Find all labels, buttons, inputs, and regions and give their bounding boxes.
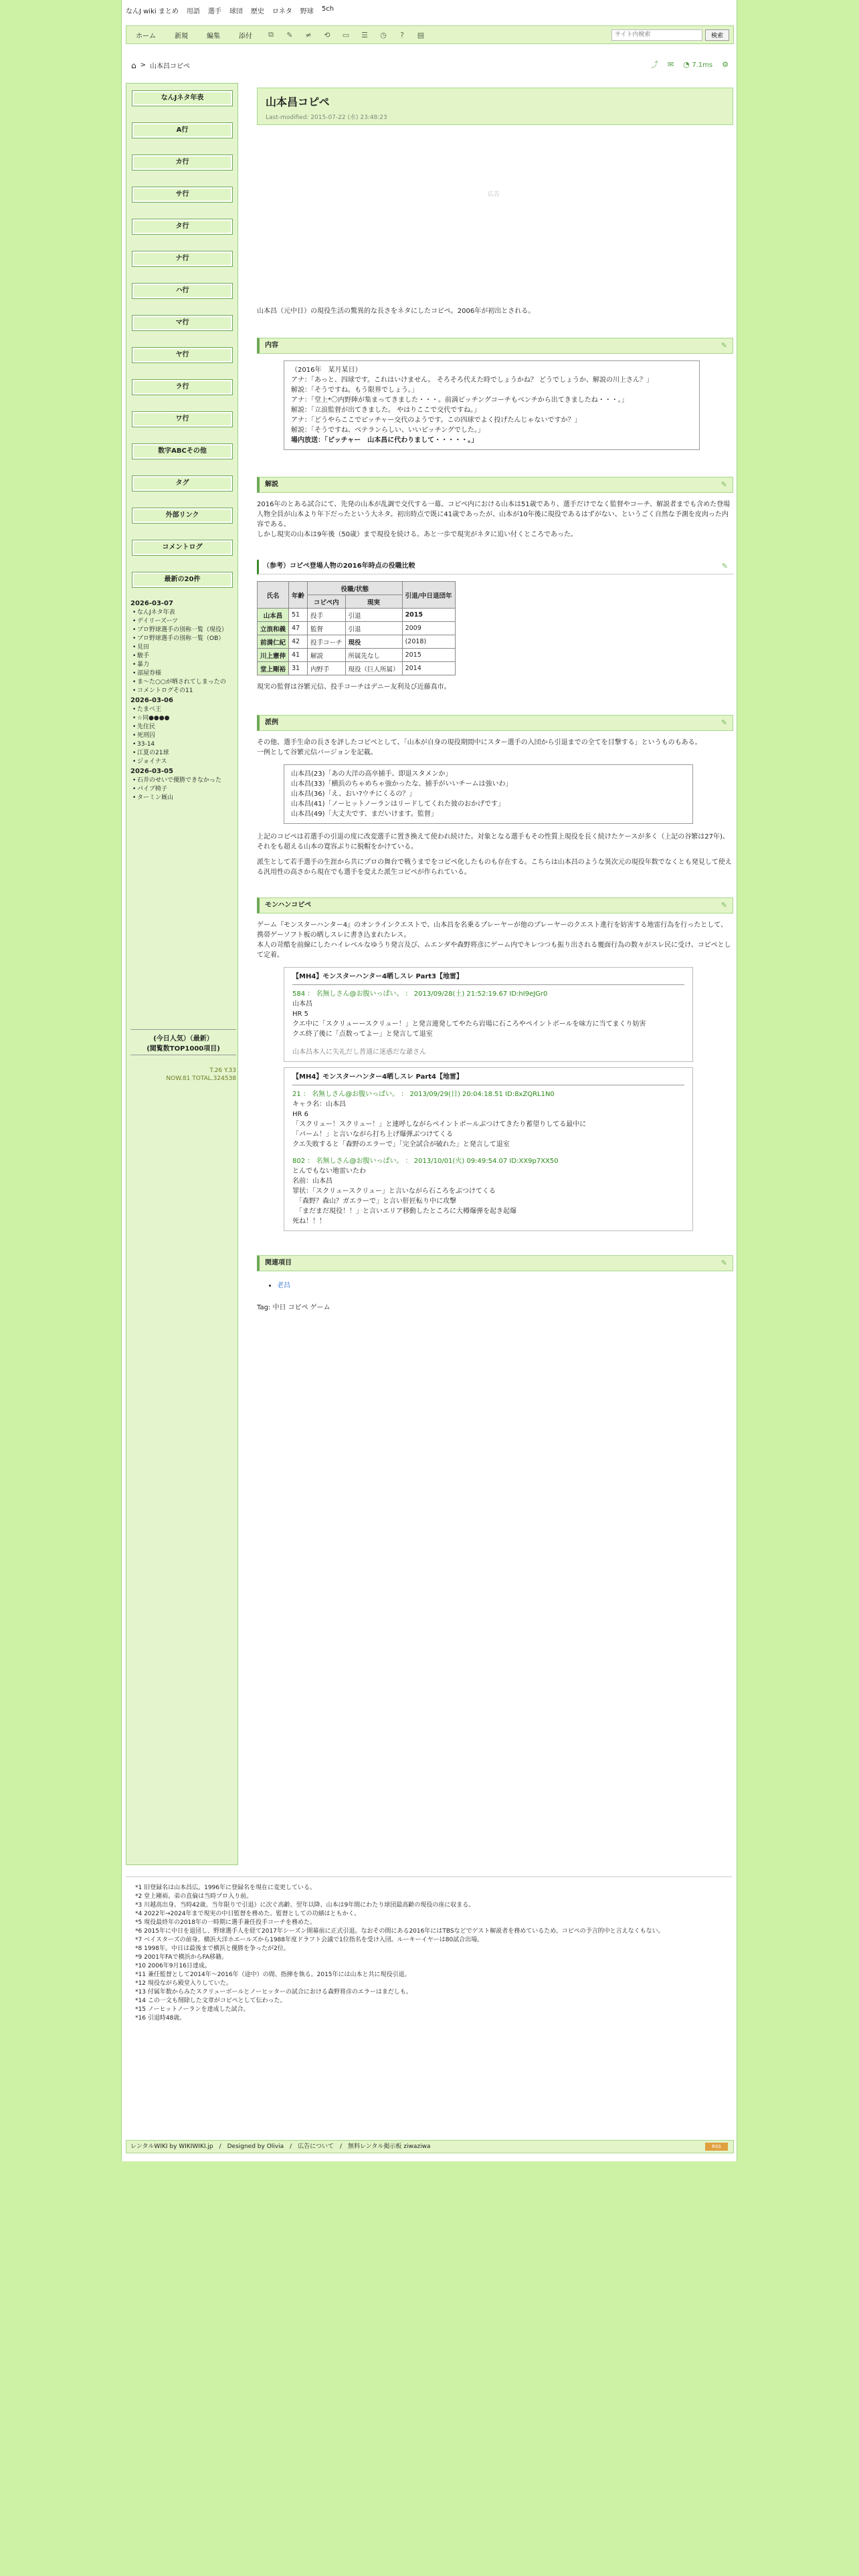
recent-item[interactable]: • ターミン厩山 <box>130 794 236 802</box>
table-row: 堂上剛裕 31 内野手 現役（巨人所属） 2014 <box>258 662 456 675</box>
top-link[interactable]: 球団 <box>229 8 243 15</box>
mh-quote-box <box>284 967 693 1062</box>
table-header: 引退/中日退団年 <box>402 582 455 609</box>
ad-label: 広告 <box>488 191 500 198</box>
top-link[interactable]: 歴史 <box>250 8 264 15</box>
recent-date: 2026-03-07 <box>130 600 173 607</box>
sidebar-button[interactable]: コメントログ <box>132 540 233 556</box>
menu-home[interactable]: ホーム <box>136 32 156 40</box>
sidebar-button[interactable]: ワ行 <box>132 411 233 427</box>
table-row: 前満仁紀 42 投手コーチ 現役 (2018) <box>258 635 456 649</box>
search-input[interactable] <box>611 29 702 41</box>
recent-item[interactable]: • 暴力 <box>130 661 236 669</box>
footnote: *13 付属年数からみたスクリューボールとノーヒッターの試合における森野将彦のエラーはまだしも。 <box>135 1989 412 1996</box>
top-link[interactable]: 選手 <box>207 8 221 15</box>
recent-list <box>130 599 236 802</box>
title-box <box>257 88 733 125</box>
quote-line: 山本昌(36)「え、おい?ウチにくるの？」 <box>291 790 416 798</box>
quote-line: 解説：「そうですね。もう限界でしょう。」 <box>291 387 418 394</box>
post-line: クエ終了後に「点数ってよー」と発言して退室 <box>292 1031 433 1038</box>
home-icon[interactable]: ⌂ <box>131 60 136 70</box>
page-title: 山本昌コピペ <box>266 96 330 108</box>
mh-paragraph: ゲーム『モンスターハンター4』のオンラインクエストで、山本昌を名乗るプレーヤーが他のプレーヤーのクエスト進行を妨害する地雷行為を行ったとして、携帯ゲーソフト板の晒しスレに書き込まれたレス。 <box>257 922 728 939</box>
table-row: 山本昌 51 投手 引退 2015 <box>258 609 456 622</box>
recent-item[interactable]: • 見田 <box>130 643 236 652</box>
intro-text: 山本昌（元中日）の現役生活の驚異的な長さをネタにしたコピペ。2006年が初出とされる。 <box>257 308 535 315</box>
mail-icon[interactable]: ✉ <box>667 60 674 69</box>
variant-quote-box <box>284 764 693 824</box>
sidebar-button[interactable]: ナ行 <box>132 251 233 267</box>
section-heading: 関連項目 ✎ <box>257 1255 733 1271</box>
sidebar <box>126 83 238 1865</box>
list-icon[interactable]: ☰ <box>361 30 368 39</box>
post-line: クエ中に「スクリューースクリュー！」と発言連発してやたら岩場に石ころやペイントボールを味方に当てまくり妨害 <box>292 1021 646 1028</box>
post-line: 死ね！！！ <box>292 1218 326 1225</box>
mh-paragraph: 本人の苛酷を前線にしたハイレベルなゆうり発言及び、ムエンダや森野将彦にゲーム内でキレつつも振り出される覆面行為の数々がスレ民に受け、コピペとして定着。 <box>257 942 731 959</box>
recent-item[interactable]: • パイプ椅子 <box>130 785 236 794</box>
tags: Tag: 中日 コピペ ゲーム <box>257 1304 330 1311</box>
recent-item[interactable]: • 石井のせいで優勝できなかった <box>130 776 236 785</box>
folder-icon[interactable]: ▭ <box>342 30 350 39</box>
thread-title: 【MH4】モンスターハンター4晒しスレ Part4【地雷】 <box>292 1073 463 1081</box>
edit-icon[interactable]: ✎ <box>721 562 728 570</box>
top-link[interactable]: ロネタ <box>272 8 292 15</box>
edit-icon[interactable]: ✎ <box>721 718 727 727</box>
diff-icon[interactable]: ≠ <box>305 30 312 39</box>
recent-item[interactable]: • 江夏の21球 <box>130 749 236 758</box>
sidebar-button[interactable]: ヤ行 <box>132 347 233 363</box>
post-line: 「パーム！」と言いながら打ち上げ爆弾ぶつけてくる <box>292 1131 453 1138</box>
variant-paragraph: その他、選手生命の長さを評したコピペとして、「山本が自身の現役期間中にスター選手の入団から引退までの全てを目撃する」というものもある。 <box>257 739 702 746</box>
quote-line: 解説：「立浪監督が出てきました。 やはりここで交代ですね。」 <box>291 407 481 414</box>
sidebar-button[interactable]: 数字ABCその他 <box>132 443 233 459</box>
thread-title: 【MH4】モンスターハンター4晒しスレ Part3【地雷】 <box>292 973 463 980</box>
footnote: *2 堂上剛裕。弟の直倫は当時プロ入り前。 <box>135 1893 253 1900</box>
top-link[interactable]: 用語 <box>186 8 200 15</box>
post-header: 21 ： 名無しさん@お腹いっぱい。 ： 2013/09/29(日) 20:04:18.51 ID:8xZQRL1N0 <box>292 1091 555 1098</box>
sidebar-button[interactable]: A行 <box>132 122 233 138</box>
page-container <box>121 0 737 2161</box>
footnote: *11 兼任監督として2014年〜2016年（途中）の間、指揮を執る。2015年には山本と共に現役引退。 <box>135 1971 411 1978</box>
recent-item[interactable]: • プロ野球選手の別称一覧（OB） <box>130 635 236 643</box>
footer <box>126 2140 734 2153</box>
ad-area <box>257 125 733 302</box>
related-item[interactable]: • 老昌 <box>277 1279 733 1289</box>
edit-icon[interactable]: ✎ <box>721 901 727 909</box>
footnote: *7 ベイスターズの前身。横浜大洋ホエールズから1988年度ドラフト会議で1位指名を受け入団。ルーキーイヤーは80試合出場。 <box>135 1937 484 1943</box>
footnotes <box>126 1876 732 2023</box>
sidebar-button[interactable]: ラ行 <box>132 379 233 395</box>
edit-icon[interactable]: ✎ <box>721 341 727 350</box>
sidebar-button[interactable]: サ行 <box>132 187 233 203</box>
post-line: 罪状：「スクリュースクリュー」と言いながら石ころをぶつけてくる <box>292 1188 496 1195</box>
post-line: 山本昌本人に失礼だし普通に迷惑だな爺さん <box>292 1049 426 1056</box>
top-links <box>126 5 334 15</box>
explain-paragraph: 2016年のとある試合にて、先発の山本が乱調で交代する一幕。コピペ内における山本は51歳であり、選手だけでなく監督やコーチ、解説者までも含めた登場人物全員が山本より年下だったという大ネタ。初出時点で既に41歳であったが、山本が10年後に現役であるはずがない、というごく自然な予測を皮肉った内容である。 <box>257 501 731 528</box>
footnote: *12 現役ながら殿堂入りしていた。 <box>135 1980 232 1987</box>
access-counter <box>130 1067 236 1083</box>
popular-subtitle[interactable]: (閲覧数TOP1000項目) <box>147 1045 220 1053</box>
related-list <box>257 1279 733 1289</box>
recent-icon[interactable]: ◷ <box>380 30 387 39</box>
table-subheader: コピペ内 <box>308 595 346 609</box>
content-quote-box <box>284 360 700 450</box>
post-header: 584 ： 名無しさん@お腹いっぱい。 ： 2013/09/28(土) 21:52:19.67 ID:hI9eJGr0 <box>292 990 548 998</box>
recent-item[interactable]: • 部屋券様 <box>130 669 236 678</box>
quote-line: アナ：「あっと、四球です。これはいけません。 そろそろ代えた時でしょうかね？ どうでしょうか、解説の川上さん？」 <box>291 377 654 384</box>
footnote: *15 ノーヒットノーランを達成した試合。 <box>135 2006 250 2013</box>
menu-bar <box>126 25 734 44</box>
table-note: 現実の監督は谷繁元信、投手コーチはデニー友利及び近藤真市。 <box>257 683 451 691</box>
variant-paragraph: 上記のコピペは若選手の引退の度に改変選手に置き換えて使われ続けた。対象となる選手もその性質上現役を長く続けたケースが多く（上記の谷繁は27年)、それをも超える山本の寛容ぶりに脱帽をかけている。 <box>257 833 729 851</box>
render-time: 7.1ms <box>692 61 713 69</box>
recent-item[interactable]: • たまべ王 <box>130 706 236 714</box>
post-line: クエ失敗すると「森野のエラーで」「完全試合が破れた」と発言して退室 <box>292 1141 510 1148</box>
top-link[interactable]: 野球 <box>300 8 314 15</box>
quote-line: 山本昌(41)「ノーヒットノーランはリードしてくれた彼のおかげです」 <box>291 800 505 808</box>
post-line: HR 6 <box>292 1111 309 1118</box>
table-header: 役職/状態 <box>308 582 403 595</box>
section-heading: 派例 ✎ <box>257 715 733 731</box>
quote-line: 解説：「そうですね、ベテランらしい、いいピッチングでした。」 <box>291 427 484 434</box>
page-tools <box>651 59 729 70</box>
popular-box <box>130 1029 236 1055</box>
help-icon[interactable]: ? <box>400 30 404 39</box>
breadcrumb-current: 山本昌コピペ <box>150 63 190 70</box>
page-icon[interactable]: ▤ <box>417 30 425 39</box>
edit-icon[interactable]: ✎ <box>721 1259 727 1267</box>
recent-item[interactable]: • プロ野球選手の別称一覧（現役） <box>130 626 236 635</box>
rss-icon[interactable]: RSS <box>705 2143 728 2151</box>
post-line: とんでもない地雷いたわ <box>292 1168 366 1175</box>
sidebar-button[interactable]: マ行 <box>132 315 233 331</box>
clock-icon: ◔ 7.1ms <box>683 60 713 69</box>
recent-item[interactable]: • ☆同●●●● <box>130 714 236 723</box>
quote-line: （2016年 某月某日） <box>291 366 362 374</box>
breadcrumb: ⌂ > 山本昌コピペ <box>131 60 190 70</box>
top-link[interactable]: 5ch <box>321 5 335 13</box>
post-line: キャラ名：山本昌 <box>292 1101 346 1108</box>
sidebar-button[interactable]: タ行 <box>132 219 233 235</box>
footnote: *9 2001年FAで横浜からFA移籍。 <box>135 1954 228 1961</box>
menu-attach[interactable]: 添付 <box>239 32 252 40</box>
table-subheader: 現実 <box>345 595 402 609</box>
footnote: *6 2015年に中日を退団し、野球選手人を経て2017年シーズン開幕前に正式引退。なおその間にある2016年にはTBSなどでゲスト解説者を務めているため、コピペの予言的中と言えなくもない。 <box>135 1928 664 1935</box>
subsection-heading: （参考）コピペ登場人物の2016年時点の役職比較 ✎ <box>257 560 733 574</box>
edit-icon[interactable]: ✎ <box>721 480 727 489</box>
menu-new[interactable]: 新規 <box>175 32 188 40</box>
post-line: 山本昌 <box>292 1000 312 1008</box>
post-line: 「森野？森山？ガエラーで」と言い肝匠転り中に攻撃 <box>292 1198 456 1205</box>
quote-line: 山本昌(49)「大丈夫です、まだいけます。監督」 <box>291 811 438 818</box>
footnote: *16 引退時48歳。 <box>135 2015 186 2022</box>
footnote: *10 2006年9月16日達成。 <box>135 1963 211 1969</box>
section-heading: モンハンコピペ ✎ <box>257 897 733 914</box>
recent-item[interactable]: • コメントログその11 <box>130 687 236 695</box>
footnote: *8 1998年。中日は最後まで横浜と優勝を争ったが2位。 <box>135 1945 290 1952</box>
sidebar-button[interactable]: ハ行 <box>132 283 233 299</box>
mh-quote-box <box>284 1067 693 1231</box>
sidebar-button[interactable]: タグ <box>132 475 233 492</box>
quote-line: 山本昌(23)「あの大洋の高卒捕手、即退スタメンか」 <box>291 770 452 778</box>
table-header: 年齢 <box>289 582 308 609</box>
post-header: 802 ： 名無しさん@お腹いっぱい。 ： 2013/10/01(火) 09:49:54.07 ID:XX9p7XX50 <box>292 1158 559 1165</box>
recent-item[interactable]: • 死刑囚 <box>130 732 236 740</box>
quote-line: 山本昌(33)「横浜のちゃめちゃ強かったな、捕手がいいチームは強いわ」 <box>291 780 512 788</box>
variant-paragraph: 派生として若手選手の生涯から共にプロの舞台で戦うまでをコピペ化したものも存在する。こちらは山本昌のような異次元の現役年数でなくとも発見して使える汎用性の高さから現在でも選手を変えた派生コピペが作られている。 <box>257 859 732 876</box>
quote-line: アナ：「どうやらここでピッチャー交代のようです。この四球でよく投げたんじゃないですか？」 <box>291 417 581 424</box>
settings-icon[interactable]: ⚙ <box>722 60 729 69</box>
sidebar-button[interactable]: カ行 <box>132 154 233 171</box>
variant-paragraph: 一例として谷繁元信バージョンを記載。 <box>257 749 377 756</box>
footer-text[interactable]: レンタルWIKI by WIKIWIKI.jp / Designed by Olivia / 広告について / 無料レンタル掲示板 ziwaziwa <box>130 2143 431 2150</box>
post-line: 「スクリュー！スクリュー！」と連呼しながらペイントボールぶつけてきたり蓄望りしてる最中に <box>292 1121 587 1128</box>
recent-item[interactable]: • 駿手 <box>130 652 236 661</box>
recent-item[interactable]: • デイリーズーツ <box>130 617 236 626</box>
footnote: *4 2022年→2024年まで現実の中日監督を務めた。監督としての功績はともかく。 <box>135 1911 361 1917</box>
explain-paragraph: しかし現実の山本は9年後（50歳）まで現役を続ける。あと一歩で現実がネタに追い付くところであった。 <box>257 531 577 538</box>
quote-line: 場内放送：「ピッチャー 山本昌に代わりまして・・・・・。」 <box>291 437 478 444</box>
menu-edit[interactable]: 編集 <box>207 32 220 40</box>
section-heading: 解説 ✎ <box>257 477 733 493</box>
footnote: *14 この一文も削除した文章がコピペとして伝わった。 <box>135 1998 286 2004</box>
post-line: 名前：山本昌 <box>292 1178 332 1185</box>
footnote: *5 現役最終年の2018年の一時期に選手兼任投手コーチを務めた。 <box>135 1919 316 1926</box>
search-area <box>611 29 733 41</box>
table-row: 川上憲伸 41 解説 所属先なし 2015 <box>258 649 456 662</box>
search-button[interactable]: 検索 <box>705 29 729 41</box>
section-heading: 内容 ✎ <box>257 338 733 354</box>
quote-line: アナ：「堂上*〇内野陣が集まってきました・・・。前満ピッチングコーチもベンチから出てきましたね・・・。」 <box>291 397 628 404</box>
recent-date: 2026-03-06 <box>130 697 173 704</box>
main-content <box>257 88 733 1313</box>
footnote: *1 旧登録名は山本昌広。1996年に登録名を現在に変更している。 <box>135 1885 316 1891</box>
backup-icon[interactable]: ⟲ <box>324 30 330 39</box>
popular-title[interactable]: (今日人気）（最新） <box>153 1035 213 1043</box>
top-link[interactable]: なんJ wiki まとめ <box>126 8 179 15</box>
copy-icon[interactable]: ⧉ <box>268 30 274 39</box>
recent-item[interactable]: • ジョイナス <box>130 758 236 766</box>
role-table <box>257 581 456 675</box>
recent-title: 最新の20件 <box>132 572 233 588</box>
last-modified: Last-modified: 2015-07-22 (水) 23:48:23 <box>266 114 387 121</box>
sidebar-title-button[interactable]: なんJネタ年表 <box>132 90 233 106</box>
rename-icon[interactable]: ✎ <box>286 30 293 39</box>
footnote: *3 川越高出身。当時42歳、当年限りで引退）に次ぐ高齢。翌年以降、山本は9年間にわたり球団最高齢の現役の座に収まる。 <box>135 1902 475 1909</box>
counter-total: NOW.81 TOTAL.324538 <box>166 1075 236 1082</box>
counter-today-yesterday: T.26 Y.33 <box>209 1067 236 1074</box>
recent-item[interactable]: • なんJネタ年表 <box>130 609 236 617</box>
sidebar-button[interactable]: 外部リンク <box>132 508 233 524</box>
recent-item[interactable]: • 33-14 <box>130 740 236 749</box>
table-row: 立浪和義 47 監督 引退 2009 <box>258 622 456 635</box>
post-line: HR 5 <box>292 1010 309 1018</box>
post-line: 「まだまだ現役！！」と言いエリア移動したところに大樽爆弾を起き起爆 <box>292 1208 516 1215</box>
recent-item[interactable]: • ま〜た○○が晒されてしまったの <box>130 678 236 687</box>
share-icon[interactable]: ⤴ <box>650 60 658 69</box>
recent-date: 2026-03-05 <box>130 768 173 775</box>
table-header: 氏名 <box>258 582 289 609</box>
recent-item[interactable]: • 先住民 <box>130 723 236 732</box>
